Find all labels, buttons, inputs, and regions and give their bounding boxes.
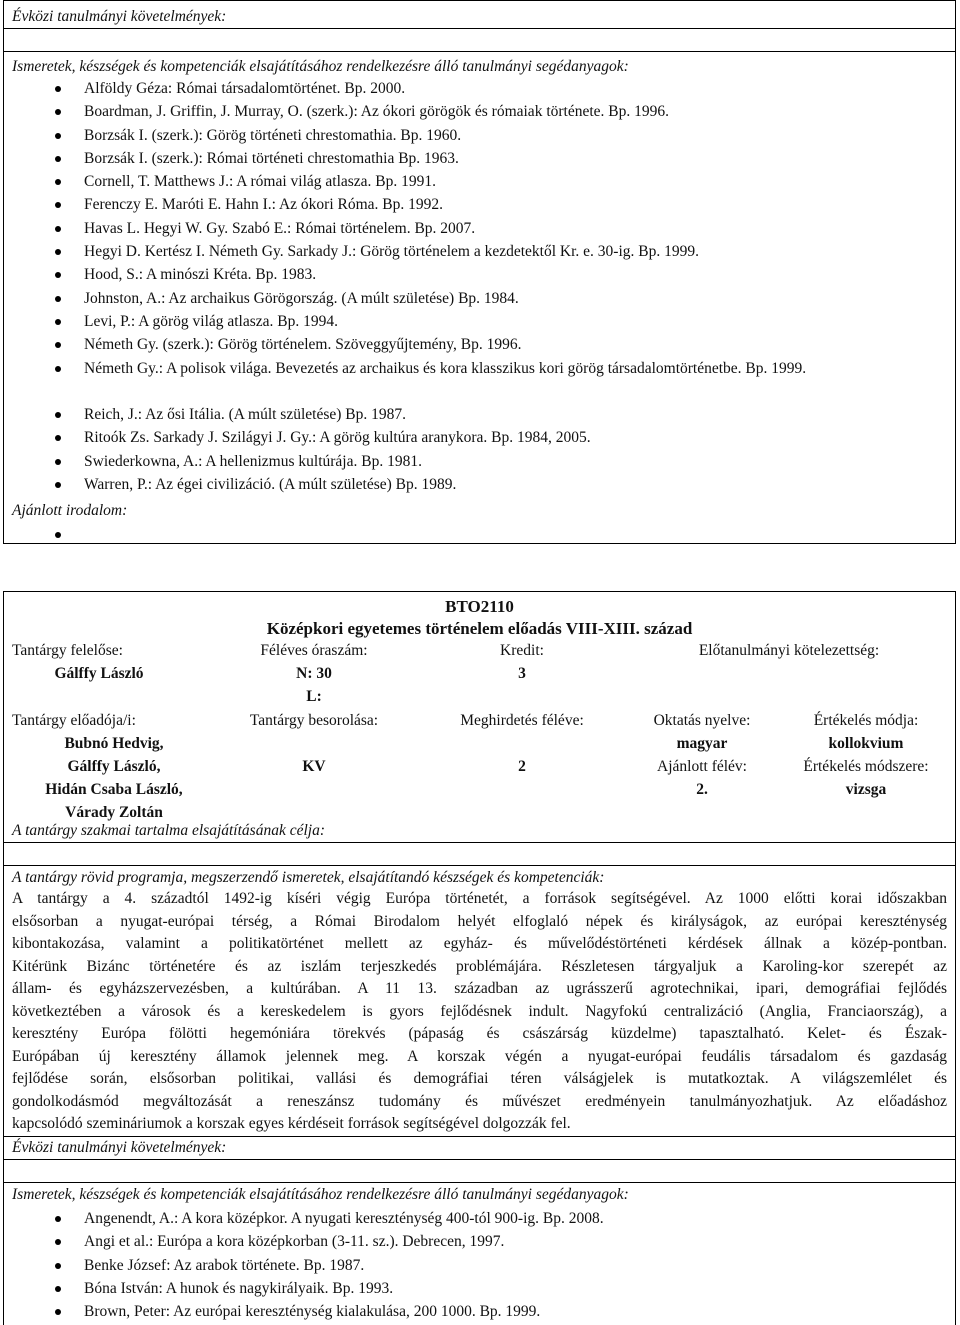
list-item: Alföldy Géza: Római társadalomtörténet. Bp. 2000. <box>4 77 955 100</box>
program-line: kibontakozása, valamint a politikatörténet mellett az egyház- és művelődéstörténeti kérdések állnak a közép-pontban. <box>12 935 947 952</box>
requirements-heading: Évközi tanulmányi követelmények: <box>12 8 227 25</box>
list-item: Levi, P.: A görög világ atlasza. Bp. 1994. <box>4 310 955 333</box>
divider <box>4 865 955 866</box>
hours-l: L: <box>306 688 322 705</box>
assessment-method-label: Értékelés módszere: <box>803 758 929 775</box>
divider <box>4 28 955 29</box>
credit-label: Kredit: <box>500 642 544 659</box>
prereq-label: Előtanulmányi kötelezettség: <box>698 642 880 659</box>
course-requirements-heading: Évközi tanulmányi követelmények: <box>12 1139 227 1156</box>
list-item: Borzsák I. (szerk.): Görög történeti chrestomathia. Bp. 1960. <box>4 124 955 147</box>
semester-label: Meghirdetés féléve: <box>460 712 584 729</box>
program-line: gondolkodásmód megváltozását a reneszánsz tudomány és művészet eredményein tanulmányozhatjuk. Az előadáshoz <box>12 1092 947 1110</box>
list-item: Angi et al.: Európa a kora középkorban (3-11. sz.). Debrecen, 1997. <box>4 1230 955 1253</box>
responsible-value: Gálffy László <box>54 665 144 682</box>
list-item: Warren, P.: Az égei civilizáció. (A múlt születése) Bp. 1989. <box>4 473 955 496</box>
semester-value: 2 <box>518 758 526 775</box>
recommended-semester-label: Ajánlott félév: <box>657 758 747 775</box>
hours-n: N: 30 <box>296 665 332 682</box>
recommended-list <box>4 523 955 546</box>
course-title: Középkori egyetemes történelem előadás VIII-XIII. század <box>266 619 693 638</box>
divider <box>4 1136 955 1137</box>
list-item: Brown, Peter: Az európai kereszténység kialakulása, 200 1000. Bp. 1999. <box>4 1300 955 1323</box>
language-label: Oktatás nyelve: <box>653 712 751 729</box>
hours-label: Féléves óraszám: <box>260 642 368 659</box>
classification-value: KV <box>302 758 326 775</box>
list-item: Boardman, J. Griffin, J. Murray, O. (szerk.): Az ókori görögök és rómaiak története. Bp. 1996. <box>4 100 955 123</box>
program-line: Kitérünk Bizánc történetére és az iszlám terjeszkedés problémájára. Részletesen tárgyaljuk a Karoling-kor szerepét az <box>12 957 947 975</box>
list-item <box>4 523 955 546</box>
course-materials-heading: Ismeretek, készségek és kompetenciák elsajátításához rendelkezésre álló tanulmányi segédanyagok: <box>12 1186 629 1203</box>
recommended-semester-value: 2. <box>696 781 708 798</box>
list-item: Havas L. Hegyi W. Gy. Szabó E.: Római történelem. Bp. 2007. <box>4 217 955 240</box>
list-item: Hood, S.: A minószi Kréta. Bp. 1983. <box>4 263 955 286</box>
program-heading: A tantárgy rövid programja, megszerzendő ismeretek, elsajátítandó készségek és kompetenciák: <box>12 869 605 886</box>
list-item: Németh Gy.: A polisok világa. Bevezetés az archaikus és kora klasszikus kori görög társadalomtörténetbe. Bp. 1999. <box>4 357 955 404</box>
list-item: Angenendt, A.: A kora középkor. A nyugati kereszténység 400-tól 900-ig. Bp. 2008. <box>4 1207 955 1230</box>
credit-value: 3 <box>518 665 526 682</box>
list-item: Johnston, A.: Az archaikus Görögország. (A múlt születése) Bp. 1984. <box>4 287 955 310</box>
list-item: Ferenczy E. Maróti E. Hahn I.: Az ókori Róma. Bp. 1992. <box>4 193 955 216</box>
course-section-box <box>3 591 956 1325</box>
top-section-box <box>3 0 956 544</box>
lecturer-label: Tantárgy előadója/i: <box>12 712 136 729</box>
course-code: BTO2110 <box>445 597 514 616</box>
materials-list <box>4 77 955 496</box>
lecturer-value: Bubnó Hedvig, <box>64 735 164 752</box>
assessment-label: Értékelés módja: <box>813 712 919 729</box>
assessment-method-value: vizsga <box>845 781 887 798</box>
list-item: Ritoók Zs. Sarkady J. Szilágyi J. Gy.: A görög kultúra aranykora. Bp. 1984, 2005. <box>4 426 955 449</box>
lecturer-value: Gálffy László, <box>67 758 161 775</box>
list-item: Bóna István: A hunok és nagykirályaik. Bp. 1993. <box>4 1277 955 1300</box>
list-item: Cornell, T. Matthews J.: A római világ atlasza. Bp. 1991. <box>4 170 955 193</box>
list-item: Borzsák I. (szerk.): Római történeti chrestomathia Bp. 1963. <box>4 147 955 170</box>
divider <box>4 1182 955 1183</box>
list-item: Benke József: Az arabok története. Bp. 1987. <box>4 1254 955 1277</box>
program-line: A tantárgy a 4. századtól 1492-ig kíséri végig Európa történetét, a források segítségével. Az 1000 előtti korai időszakban <box>12 890 947 907</box>
program-line: keresztény Európa fölötti hegemóniára törekvés (pápaság és császárság küzdelme) tapasztalható. Kelet- és Észak- <box>12 1025 947 1042</box>
lecturer-value: Hidán Csaba László, <box>45 781 183 798</box>
recommended-heading: Ajánlott irodalom: <box>12 502 128 519</box>
lecturer-value: Várady Zoltán <box>65 804 163 821</box>
list-item: Swiederkowna, A.: A hellenizmus kultúrája. Bp. 1981. <box>4 450 955 473</box>
list-item: Hegyi D. Kertész I. Németh Gy. Sarkady J.: Görög történelem a kezdetektől Kr. e. 30-ig. Bp. 1999. <box>4 240 955 263</box>
goal-heading: A tantárgy szakmai tartalma elsajátításának célja: <box>12 822 325 839</box>
language-value: magyar <box>676 735 728 752</box>
course-materials-list <box>4 1207 955 1323</box>
program-line: elsősorban a nyugat-európai térség, a Római Birodalom helyét elfoglaló népek és királyságok, az európai kereszténység <box>12 912 947 930</box>
list-item: Németh Gy. (szerk.): Görög történelem. Szöveggyűjtemény, Bp. 1996. <box>4 333 955 356</box>
materials-heading: Ismeretek, készségek és kompetenciák elsajátításához rendelkezésre álló tanulmányi segédanyagok: <box>12 58 629 75</box>
program-line: Európában új keresztény államok jelennek meg. A korszak végén a nyugat-európai feudális társadalom és gazdaság <box>12 1047 947 1065</box>
divider <box>4 842 955 843</box>
program-line: állam- és egyházszervezésben, a kultúrában. A 11 13. században az ugrásszerű agrotechnikai, ipari, demográfiai fejlődés <box>12 980 947 997</box>
classification-label: Tantárgy besorolása: <box>249 712 379 729</box>
assessment-value: kollokvium <box>828 735 904 752</box>
program-line: fejlődése során, elsősorban politikai, vallási és demográfiai téren válságjelek is mutatkoztak. A világszemlélet és <box>12 1070 947 1087</box>
responsible-label: Tantárgy felelőse: <box>12 642 123 659</box>
divider <box>4 51 955 52</box>
program-line: következtében a városok és a kereskedelem is gyors fejlődésnek indult. Nagyfokú centralizáció (Anglia, Franciaország), a <box>12 1002 947 1020</box>
divider <box>4 1159 955 1160</box>
program-text <box>12 888 947 1136</box>
list-item: Reich, J.: Az ősi Itália. (A múlt születése) Bp. 1987. <box>4 403 955 426</box>
program-line: kapcsolódó szemináriumok a korszak egyes kérdéseit források segítségével dolgozzák fel. <box>12 1115 571 1132</box>
